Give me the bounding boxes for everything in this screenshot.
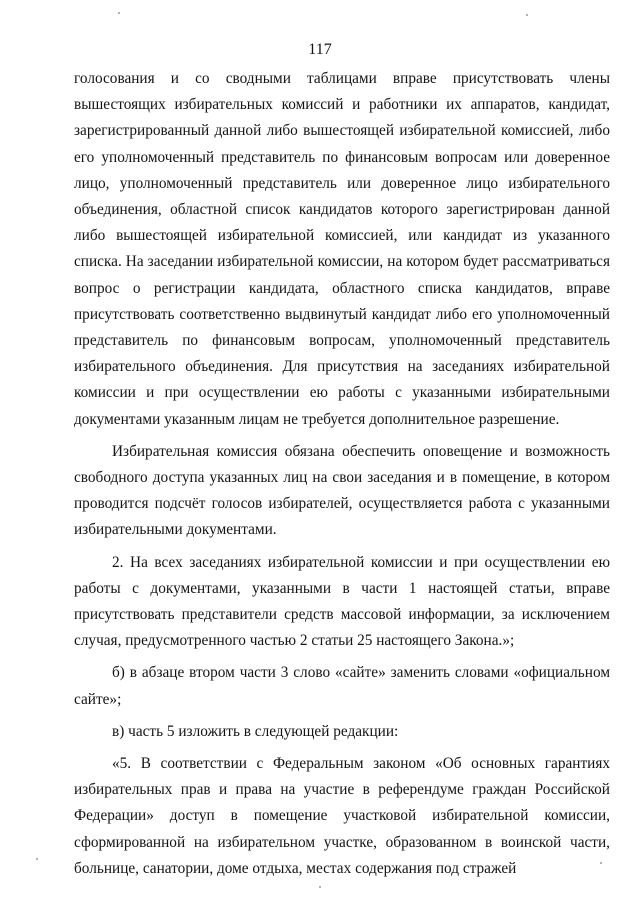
document-body [74, 66, 610, 888]
scan-speck [526, 14, 528, 16]
scan-speck [319, 886, 321, 888]
scan-speck [36, 858, 38, 860]
paragraph-amendment-v: в) часть 5 изложить в следующей редакции: [112, 722, 399, 740]
paragraph-notification-duty: Избирательная комиссия обязана обеспечить оповещение и возможность свободного доступа указанных лиц на свои заседания и в помещение, в котором проводится подсчёт голосов избирателей, осуществляется работа с указанными избирательными документами. [74, 442, 610, 539]
paragraph-media-access: 2. На всех заседаниях избирательной комиссии и при осуществлении ею работы с документами, указанными в части 1 настоящей статьи, вправе присутствовать представители средств массовой информации, за исключением случая, предусмотренного частью 2 статьи 25 настоящего Закона.»; [74, 553, 610, 650]
page-number: 117 [308, 41, 332, 58]
paragraph-part-5: «5. В соответствии с Федеральным законом «Об основных гарантиях избирательных прав и права на участие в референдуме граждан Российской Федерации» доступ в помещение участковой избирательной комиссии, сформированной на избирательном участке, образованном в воинской части, больнице, санатории, доме отдыха, местах содержания под стражей [74, 755, 610, 877]
scan-speck [118, 12, 120, 14]
paragraph-continuation: голосования и со сводными таблицами вправе присутствовать члены вышестоящих избирательных комиссий и работники их аппаратов, кандидат, зарегистрированный данной либо вышестоящей избирательной комиссией, либо его уполномоченный представитель по финансовым вопросам или доверенное лицо, уполномоченный представитель или доверенное лицо избирательного объединения, областной список кандидатов которого зарегистрирован данной либо вышестоящей избирательной комиссией, или кандидат из указанного списка. На заседании избирательной комиссии, на котором будет рассматриваться вопрос о регистрации кандидата, областного списка кандидатов, вправе присутствовать соответственно выдвинутый кандидат либо его уполномоченный представитель по финансовым вопросам, уполномоченный представитель избирательного объединения. Для присутствия на заседаниях избирательной комиссии и при осуществлении ею работы с указанными избирательными документами указанным лицам не требуется дополнительное разрешение. [74, 70, 610, 428]
paragraph-amendment-b: б) в абзаце втором части 3 слово «сайте» заменить словами «официальном сайте»; [74, 664, 610, 708]
scan-speck [600, 862, 602, 864]
